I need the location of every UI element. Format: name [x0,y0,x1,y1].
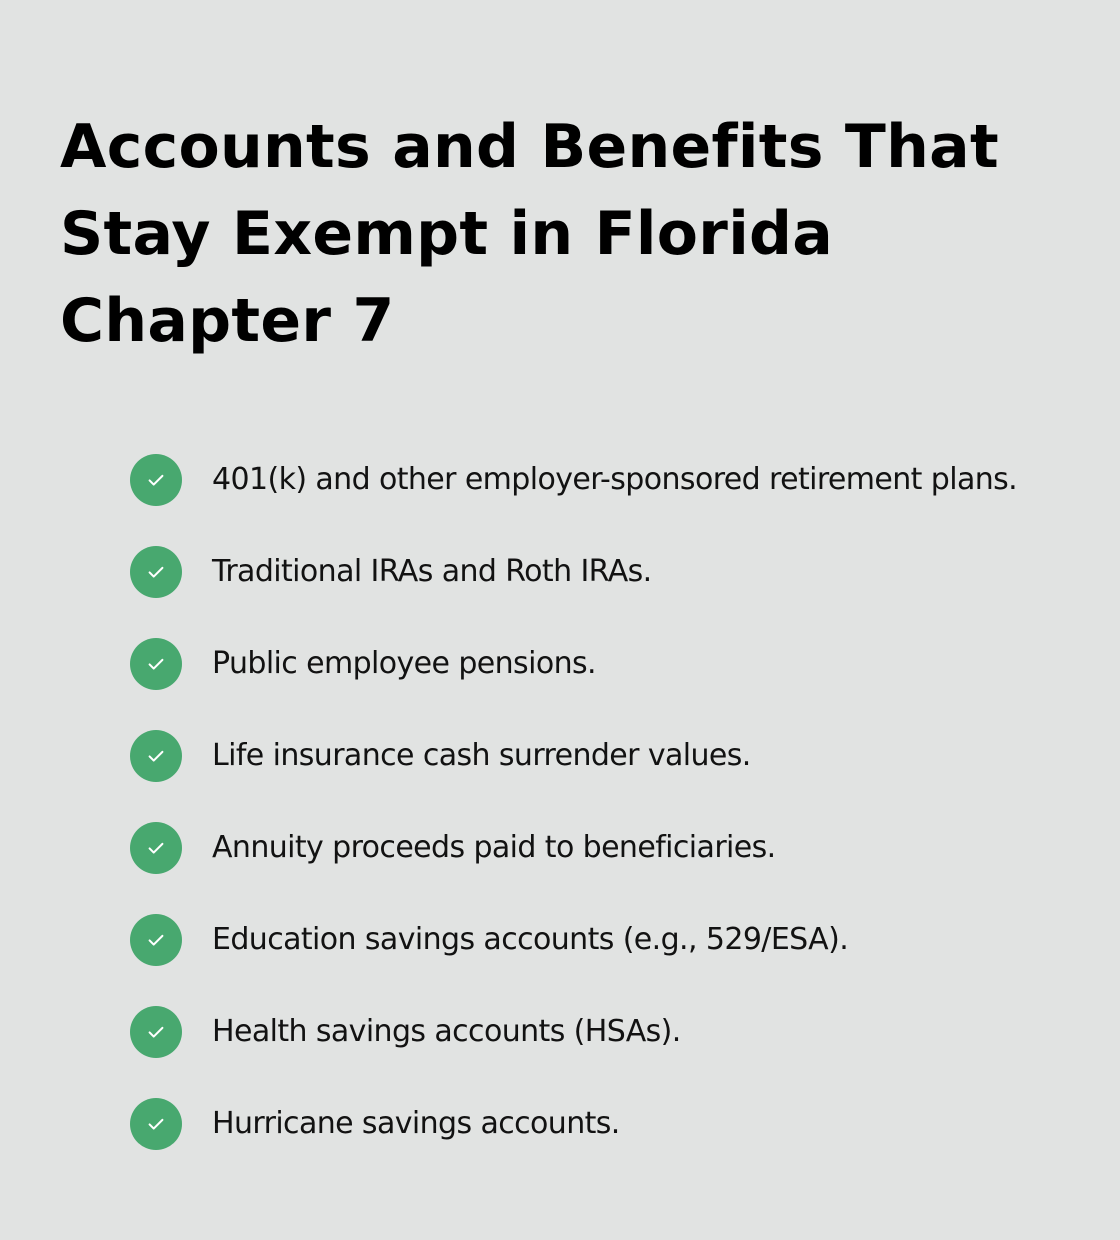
check-icon [130,914,182,966]
list-item [130,434,1017,526]
list-item [130,1078,1017,1170]
list-item-label: Public employee pensions. [212,646,596,681]
check-icon [130,638,182,690]
list-item-label: Traditional IRAs and Roth IRAs. [212,554,652,589]
list-item-label: Annuity proceeds paid to beneficiaries. [212,830,776,865]
list-item [130,894,1017,986]
list-item [130,526,1017,618]
list-item [130,618,1017,710]
list-item [130,802,1017,894]
exempt-accounts-list [130,434,1017,1170]
list-item-label: Education savings accounts (e.g., 529/ESA). [212,922,849,957]
check-icon [130,454,182,506]
check-icon [130,730,182,782]
list-item-label: 401(k) and other employer-sponsored retirement plans. [212,462,1018,497]
check-icon [130,1006,182,1058]
list-item-label: Health savings accounts (HSAs). [212,1014,681,1049]
check-icon [130,1098,182,1150]
page-title: Accounts and Benefits That Stay Exempt in Florida Chapter 7 [60,112,999,356]
list-item [130,986,1017,1078]
list-item-label: Hurricane savings accounts. [212,1106,620,1141]
list-item-label: Life insurance cash surrender values. [212,738,751,773]
check-icon [130,546,182,598]
check-icon [130,822,182,874]
list-item [130,710,1017,802]
